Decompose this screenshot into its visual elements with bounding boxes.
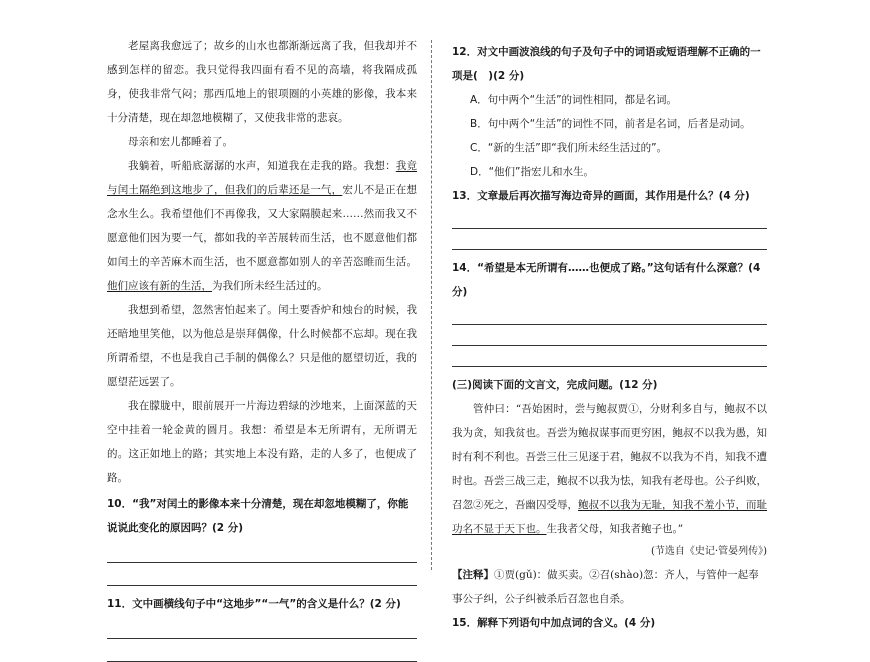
note-text: ①贾(gǔ)：做买卖。②召(shào)忽：齐人，与管仲一起奉事公子纠，公子纠被杀后召忽也自杀。 — [452, 569, 759, 605]
left-column — [107, 34, 417, 662]
answer-line — [452, 304, 767, 325]
wavy-underlined-sentence: 他们应该有新的生活， — [107, 280, 212, 292]
question-14: 14．“希望是本无所谓有……也便成了路。”这句话有什么深意？(4 分) — [452, 262, 761, 298]
passage-paragraph-2: 母亲和宏儿都睡着了。 — [128, 136, 233, 148]
passage-text: 为我们所未经生活过的。 — [212, 280, 328, 292]
underlined-sentence: 我竟与闰土隔绝到这地步了，但我们的后辈还是一气， — [107, 160, 418, 196]
option-d: D．“他们”指宏儿和水生。 — [470, 166, 594, 178]
classical-passage — [452, 397, 767, 541]
right-column — [452, 34, 767, 635]
annotation-note — [452, 563, 767, 611]
passage-text: 宏儿不是正在想念水生么。我希望他们不再像我，又大家隔膜起来……然而我又不愿意他们因为要一气，都如我的辛苦展转而生活，也不愿意他们都如闰土的辛苦麻木而生活，也不愿意都如别人的辛苦恣睢而生活。 — [107, 184, 418, 268]
question-10: 10．“我”对闰土的影像本来十分清楚，现在却忽地模糊了，你能说说此变化的原因吗？(2 分) — [107, 498, 409, 534]
section-3-heading: (三)阅读下面的文言文，完成问题。(12 分) — [452, 379, 658, 391]
passage-paragraph-3 — [107, 154, 417, 298]
answer-line — [452, 325, 767, 346]
underlined-sentence: 鲍叔不以我为无耻，知我不羞小节，而耻功名不显于天下也。 — [452, 499, 767, 535]
option-c: C．“新的生活”即“我们所未经生活过的”。 — [470, 142, 668, 154]
question-12: 12．对文中画波浪线的句子及句子中的词语或短语理解不正确的一项是( )(2 分) — [452, 46, 761, 82]
option-b: B．句中两个“生活”的词性不同，前者是名词，后者是动词。 — [470, 118, 751, 130]
answer-line — [107, 563, 417, 586]
passage-text: 管仲曰：“吾始困时，尝与鲍叔贾①，分财利多自与，鲍叔不以我为贪，知我贫也。吾尝为鲍叔谋事而更穷困，鲍叔不以我为愚，知时有利不利也。吾尝三仕三见逐于君，鲍叔不以我为不肖，知我不遭时也。吾尝三战三走，鲍叔不以我为怯，知我有老母也。公子纠败，召忽②死之，吾幽囚受辱， — [452, 403, 767, 511]
question-11: 11．文中画横线句子中“这地步”“一气”的含义是什么？(2 分) — [107, 598, 401, 610]
column-divider — [431, 40, 432, 570]
passage-text: 生我者父母，知我者鲍子也。” — [546, 523, 684, 535]
passage-text: 我躺着，听船底潺潺的水声，知道我在走我的路。我想： — [128, 160, 396, 172]
option-a: A．句中两个“生活”的词性相同，都是名词。 — [470, 94, 678, 106]
answer-line — [107, 540, 417, 563]
passage-paragraph-1: 老屋离我愈远了；故乡的山水也都渐渐远离了我，但我却并不感到怎样的留恋。我只觉得我四面有看不见的高墙，将我隔成孤身，使我非常气闷；那西瓜地上的银项圈的小英雄的影像，我本来十分清楚，现在却忽地模糊了，又使我非常的悲哀。 — [107, 40, 417, 124]
passage-paragraph-5: 我在朦胧中，眼前展开一片海边碧绿的沙地来，上面深蓝的天空中挂着一轮金黄的圆月。我想：希望是本无所谓有，无所谓无的。这正如地上的路；其实地上本没有路，走的人多了，也便成了路。 — [107, 400, 417, 484]
source-citation: (节选自《史记·管晏列传》) — [651, 546, 767, 557]
answer-line — [452, 208, 767, 229]
answer-line — [107, 616, 417, 639]
passage-paragraph-4: 我想到希望，忽然害怕起来了。闰土要香炉和烛台的时候，我还暗地里笑他，以为他总是崇拜偶像，什么时候都不忘却。现在我所谓希望，不也是我自己手制的偶像么？只是他的愿望切近，我的愿望茫远罢了。 — [107, 304, 417, 388]
note-label: 【注释】 — [452, 569, 494, 581]
answer-line — [107, 639, 417, 662]
answer-line — [452, 229, 767, 250]
answer-line — [452, 346, 767, 367]
question-13: 13．文章最后再次描写海边奇异的画面，其作用是什么？(4 分) — [452, 190, 750, 202]
question-15: 15．解释下列语句中加点词的含义。(4 分) — [452, 617, 656, 629]
